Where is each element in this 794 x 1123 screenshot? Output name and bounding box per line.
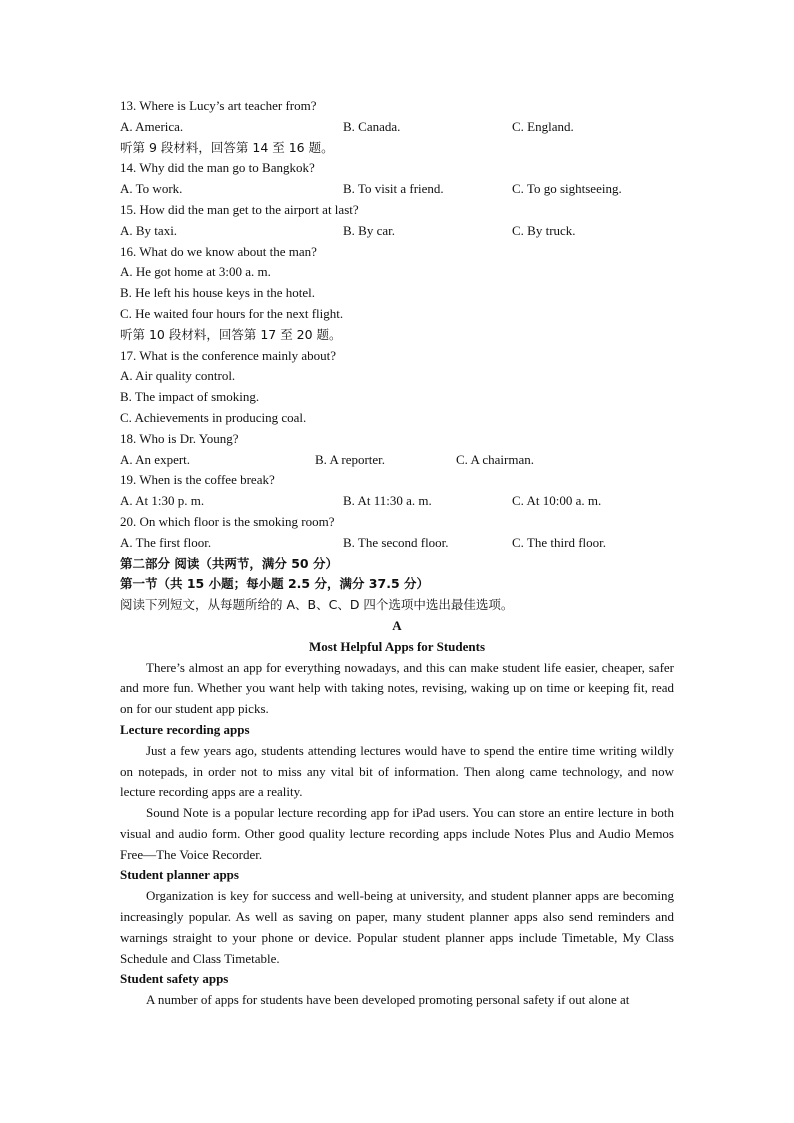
option-b: B. Canada. [343, 118, 401, 134]
question-20-options [120, 533, 674, 554]
intro-paragraph: There’s almost an app for everything nowadays, and this can make student life easier, cheaper, safer and more fun. Whether you want help with taking notes, revising, waking up on time or keeping fit, read on for our student app picks. [120, 659, 674, 717]
question-19-options [120, 491, 674, 512]
question-16: 16. What do we know about the man? [120, 243, 317, 259]
option-a: A. America. [120, 118, 184, 134]
option-a: A. He got home at 3:00 a. m. [120, 264, 271, 280]
option-c: C. England. [512, 118, 574, 134]
question-20: 20. On which floor is the smoking room? [120, 513, 335, 529]
part-two-title: 第二部分 阅读（共两节，满分 50 分） [120, 555, 338, 571]
question-14-options [120, 179, 674, 200]
question-13: 13. Where is Lucy’s art teacher from? [120, 98, 317, 113]
option-a: A. Air quality control. [120, 368, 236, 384]
paragraph-lecture-2: Sound Note is a popular lecture recording app for iPad users. You can store an entire lecture in both visual and audio form. Other good quality lecture recording apps include Notes Plus and Audio Memos Free—The Voice Recorder. [120, 805, 674, 862]
heading-lecture-recording: Lecture recording apps [120, 721, 250, 737]
option-c: C. At 10:00 a. m. [512, 493, 602, 509]
option-c: C. To go sightseeing. [512, 181, 622, 197]
listening-instruction-10: 听第 10 段材料，回答第 17 至 20 题。 [120, 326, 342, 342]
paragraph-safety: A number of apps for students have been developed promoting personal safety if out alone at [146, 992, 630, 1008]
question-15-options [120, 221, 674, 242]
listening-instruction-9: 听第 9 段材料，回答第 14 至 16 题。 [120, 139, 334, 155]
option-b: B. To visit a friend. [343, 181, 444, 197]
option-b: B. By car. [343, 222, 395, 238]
option-a: A. To work. [120, 181, 183, 197]
question-18: 18. Who is Dr. Young? [120, 430, 239, 446]
paragraph-planner: Organization is key for success and well-being at university, and student planner apps are becoming increasingly popular. As well as saving on paper, many student planner apps also send reminders and warnings straight to your phone or device. Popular student planner apps include Timetable, My Class Schedule and Class Timetable. [120, 888, 674, 966]
question-19: 19. When is the coffee break? [120, 472, 275, 488]
option-c: C. A chairman. [456, 451, 534, 467]
option-a: A. The first floor. [120, 534, 212, 550]
question-17: 17. What is the conference mainly about? [120, 347, 336, 363]
option-c: C. He waited four hours for the next flight. [120, 305, 344, 321]
question-14: 14. Why did the man go to Bangkok? [120, 160, 315, 176]
option-c: C. By truck. [512, 222, 576, 238]
option-c: C. Achievements in producing coal. [120, 409, 307, 425]
option-a: A. An expert. [120, 451, 191, 467]
passage-label: A [392, 617, 402, 633]
passage-title: Most Helpful Apps for Students [308, 638, 485, 654]
question-13-options [120, 117, 674, 138]
heading-student-planner: Student planner apps [120, 867, 239, 883]
paragraph-lecture-1: Just a few years ago, students attending lectures would have to spend the entire time writing wildly on notepads, in order not to miss any vital bit of information. Then along came technology, and now lecture recording apps are a reality. [120, 742, 674, 800]
option-a: A. At 1:30 p. m. [120, 493, 205, 509]
heading-student-safety: Student safety apps [120, 971, 229, 987]
option-b: B. The impact of smoking. [120, 389, 260, 405]
option-b: B. A reporter. [315, 451, 386, 467]
option-b: B. The second floor. [343, 534, 449, 550]
question-18-options [120, 450, 674, 471]
question-15: 15. How did the man get to the airport at last? [120, 201, 359, 217]
option-b: B. At 11:30 a. m. [343, 493, 432, 509]
option-a: A. By taxi. [120, 222, 178, 238]
option-b: B. He left his house keys in the hotel. [120, 285, 315, 301]
section-one-title: 第一节（共 15 小题；每小题 2.5 分，满分 37.5 分） [120, 576, 429, 592]
option-c: C. The third floor. [512, 534, 607, 550]
exam-page [120, 96, 674, 1011]
reading-instruction: 阅读下列短文，从每题所给的 A、B、C、D 四个选项中选出最佳选项。 [120, 597, 514, 613]
